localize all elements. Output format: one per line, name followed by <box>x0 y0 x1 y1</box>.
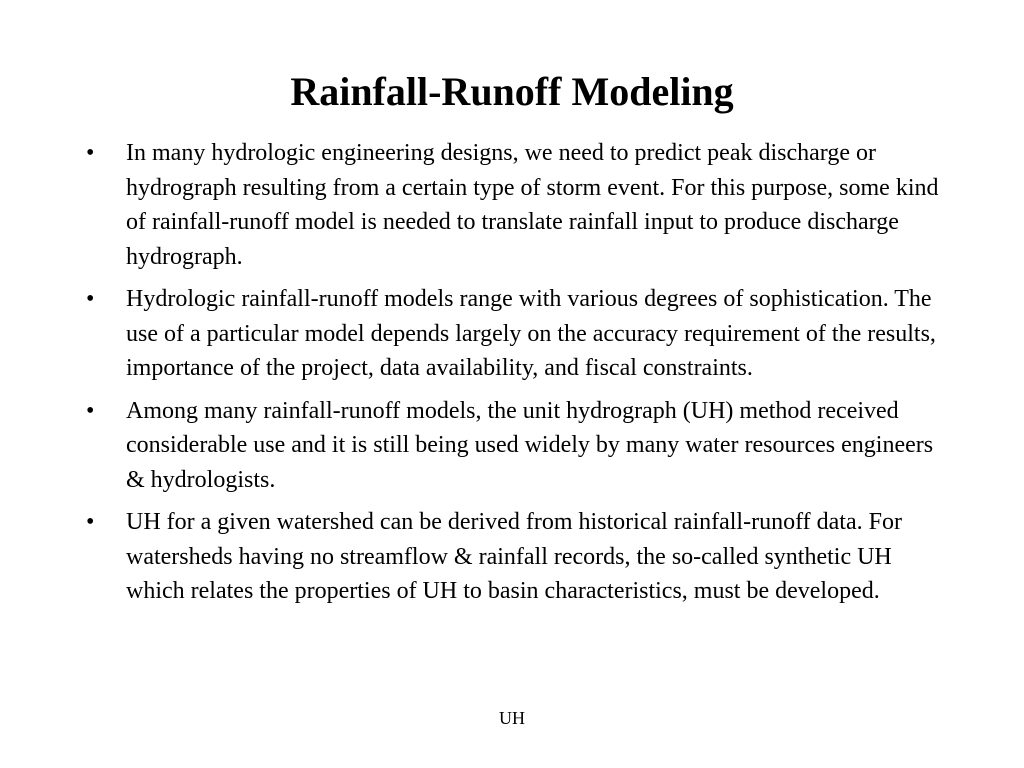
bullet-text: Hydrologic rainfall-runoff models range with various degrees of sophistication. The use of a particular model depends largely on the accuracy requirement of the results, importance of the project, data availability, and fiscal constraints. <box>126 286 936 381</box>
bullet-item <box>84 136 954 274</box>
bullet-item <box>84 282 954 386</box>
bullet-text: Among many rainfall-runoff models, the unit hydrograph (UH) method received considerable use and it is still being used widely by many water resources engineers & hydrologists. <box>126 397 934 493</box>
bullet-icon: • <box>86 509 95 535</box>
bullet-icon: • <box>86 286 95 312</box>
bullet-item <box>84 394 954 498</box>
bullet-icon: • <box>86 140 95 166</box>
slide-footer: UH <box>499 708 525 728</box>
bullet-list <box>84 136 954 617</box>
bullet-text: UH for a given watershed can be derived from historical rainfall-runoff data. For watersheds having no streamflow & rainfall records, the so-called synthetic UH which relates the properties of UH to basin characteristics, must be developed. <box>126 509 902 604</box>
bullet-text: In many hydrologic engineering designs, we need to predict peak discharge or hydrograph resulting from a certain type of storm event. For this purpose, some kind of rainfall-runoff model is needed to translate rainfall input to produce discharge hydrograph. <box>126 140 939 270</box>
slide-title: Rainfall-Runoff Modeling <box>290 69 734 114</box>
bullet-item <box>84 505 954 609</box>
bullet-icon: • <box>86 397 95 424</box>
